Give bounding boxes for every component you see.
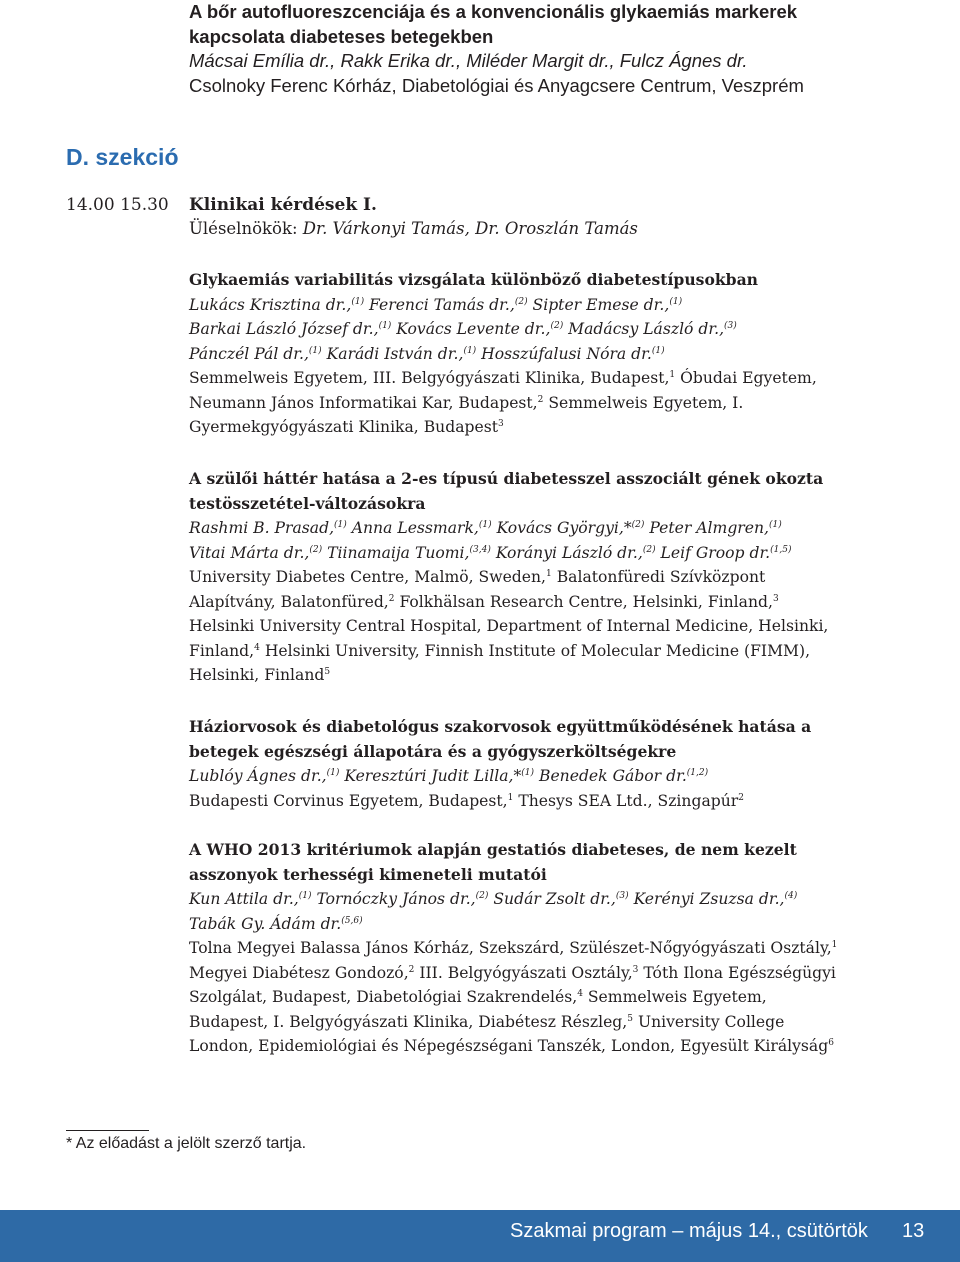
- talk-affiliation-line-text: Budapesti Corvinus Egyetem, Budapest,: [189, 791, 508, 810]
- talk-affiliation-line-text: Folkhälsan Research Centre, Helsinki, Finland,: [394, 592, 773, 611]
- talk-affiliation-line-superscript: 1: [546, 568, 552, 579]
- intro-title-line-1: A bőr autofluoreszcenciája és a konvencionális glykaemiás markerek: [189, 1, 798, 22]
- talk-affiliation-line-text: Finland,: [189, 641, 255, 660]
- talk-authors-line-superscript: (3): [724, 320, 737, 331]
- talk-authors-line: [189, 342, 909, 367]
- talk-affiliation-line-superscript: 2: [738, 792, 744, 803]
- talk-affiliation-line-text: Óbudai Egyetem,: [675, 369, 817, 387]
- talk-authors-line-text: Ferenci Tamás dr.,: [364, 295, 515, 314]
- chairs-label: Üléselnökök:: [189, 219, 298, 238]
- talk-affiliation-line: [189, 1034, 909, 1059]
- talk-authors-line-text: Lukács Krisztina dr.,: [189, 295, 352, 314]
- talk-affiliation-line: [189, 789, 909, 814]
- footer-text: Szakmai program – május 14., csütörtök: [510, 1220, 868, 1242]
- page-number: 13: [902, 1220, 925, 1242]
- talk-affiliation-line-text: Thesys SEA Ltd., Szingapúr: [513, 791, 739, 810]
- talk-affiliation-line: [189, 936, 909, 961]
- talk-authors-line-text: Vitai Márta dr.,: [189, 543, 310, 562]
- talk-authors-line: [189, 912, 909, 937]
- talk-title-line: betegek egészségi állapotára és a gyógyszerköltségekre: [189, 741, 677, 761]
- talk-affiliation-line-superscript: 2: [408, 964, 415, 975]
- talk-affiliation-line-text: Balatonfüredi Szívközpont: [551, 568, 766, 586]
- talk-authors-line-text: Benedek Gábor dr.: [534, 767, 687, 785]
- talk-authors-line-text: Hosszúfalusi Nóra dr.: [476, 344, 652, 363]
- talk-title-line: A szülői háttér hatása a 2-es típusú diabetesszel asszociált gének okozta: [189, 469, 824, 488]
- talk-authors-line-text: Madácsy László dr.,: [563, 320, 725, 338]
- talk-authors-line-text: Keresztúri Judit Lilla,*: [339, 767, 522, 785]
- talk-affiliation-line: [189, 985, 909, 1010]
- talk-affiliation-line-text: Semmelweis Egyetem,: [582, 988, 767, 1006]
- talk-authors-line-text: Sudár Zsolt dr.,: [488, 890, 616, 908]
- talk-authors-line-text: Peter Almgren,: [644, 519, 769, 537]
- talk-affiliation-line: [189, 1010, 909, 1035]
- talk-affiliation-line-text: Semmelweis Egyetem, I.: [543, 393, 744, 412]
- talk-title-line: A WHO 2013 kritériumok alapján gestatiós diabeteses, de nem kezelt: [189, 840, 797, 859]
- talk-authors-line-text: Sipter Emese dr.,: [527, 295, 670, 314]
- talk-affiliation-line-superscript: 2: [388, 593, 395, 604]
- session-time: 14.00 15.30: [66, 195, 169, 215]
- talk-authors-line-text: Tornóczky János dr.,: [311, 890, 476, 908]
- talk-authors-line-superscript: (1): [769, 519, 782, 530]
- talk-affiliation-line-text: Gyermekgyógyászati Klinika, Budapest: [189, 418, 498, 436]
- talk-authors-line: [189, 317, 909, 342]
- talk-authors-line-superscript: (1): [308, 345, 322, 356]
- talk-authors-line-text: Kovács Levente dr.,: [391, 320, 551, 338]
- talk-affiliation-line-superscript: 3: [632, 964, 639, 975]
- talk-affiliation-line-superscript: 5: [627, 1013, 633, 1024]
- talk-title-line: testösszetétel-változásokra: [189, 493, 426, 513]
- talk-authors-line-superscript: (2): [514, 296, 528, 307]
- talk-authors-line-superscript: (1): [651, 345, 665, 356]
- intro-affiliation: Csolnoky Ferenc Kórház, Diabetológiai és Anyagcsere Centrum, Veszprém: [189, 74, 804, 96]
- page-footer: [0, 1210, 960, 1262]
- talk-authors-line-superscript: (1): [326, 767, 340, 778]
- talk-authors-line: [189, 764, 909, 789]
- chairs-names: Dr. Várkonyi Tamás, Dr. Oroszlán Tamás: [302, 219, 638, 238]
- talk-affiliation-line: [189, 366, 909, 391]
- talk-affiliation-line: [189, 663, 909, 688]
- talk-authors-line-text: Barkai László József dr.,: [189, 320, 379, 338]
- talk-1: [189, 268, 909, 440]
- talk-affiliation-line-text: Budapest, I. Belgyógyászati Klinika, Diabétesz Részleg,: [189, 1012, 628, 1031]
- talk-affiliation-line: [189, 639, 909, 664]
- talk-authors-line-superscript: (1): [669, 296, 683, 307]
- talk-authors-line-superscript: (2): [475, 890, 489, 901]
- talk-affiliation-line-superscript: 1: [507, 792, 514, 803]
- talk-authors-line-superscript: (1): [521, 767, 535, 778]
- talk-authors-line-text: Kerényi Zsuzsa dr.,: [628, 890, 785, 908]
- intro-authors: Mácsai Emília dr., Rakk Erika dr., Miléder Margit dr., Fulcz Ágnes dr.: [189, 50, 748, 71]
- talk-affiliation-line-text: Tóth Ilona Egészségügyi: [638, 963, 836, 982]
- talk-title-line: asszonyok terhességi kimeneteli mutatói: [189, 864, 547, 884]
- talk-authors-line-superscript: (4): [784, 890, 798, 901]
- talk-authors-line: [189, 541, 909, 566]
- talk-affiliation-line: [189, 415, 909, 440]
- talk-authors-line-text: Korányi László dr.,: [490, 543, 643, 562]
- talk-authors-line-text: Leif Groop dr.: [655, 543, 771, 562]
- talk-affiliation-line-text: Helsinki University Central Hospital, Department of Internal Medicine, Helsinki,: [189, 617, 829, 635]
- talk-affiliation-line-superscript: 6: [828, 1037, 834, 1048]
- talk-authors-line-superscript: (2): [550, 320, 564, 331]
- talk-affiliation-line: [189, 614, 909, 639]
- talk-authors-line-superscript: (1): [378, 320, 392, 331]
- talk-affiliation-line: [189, 565, 909, 590]
- talk-affiliation-line-text: Alapítvány, Balatonfüred,: [189, 592, 389, 611]
- talk-title-line: Háziorvosok és diabetológus szakorvosok együttműködésének hatása a: [189, 717, 812, 736]
- talk-authors-line-superscript: (1,5): [770, 544, 792, 555]
- talk-affiliation-line-superscript: 5: [324, 666, 331, 677]
- talk-authors-line: [189, 516, 909, 541]
- talk-affiliation-line-text: III. Belgyógyászati Osztály,: [414, 963, 633, 982]
- talk-authors-line-superscript: (2): [642, 544, 656, 555]
- talk-4: [189, 838, 909, 1059]
- talk-affiliation-line: [189, 391, 909, 416]
- talk-authors-line-text: Anna Lessmark,: [346, 519, 479, 537]
- talk-affiliation-line-text: University Diabetes Centre, Malmö, Sweden,: [189, 568, 547, 586]
- talk-affiliation-line: [189, 961, 909, 986]
- footnote-rule: [66, 1130, 149, 1131]
- session-title: Klinikai kérdések I.: [189, 195, 377, 215]
- talk-affiliation-line-text: Megyei Diabétesz Gondozó,: [189, 963, 409, 982]
- talk-authors-line-text: Kovács Györgyi,*: [491, 519, 632, 537]
- talk-authors-line-superscript: (2): [309, 544, 323, 555]
- talk-authors-line-superscript: (2): [631, 519, 645, 530]
- talk-authors-line-text: Karádi István dr.,: [321, 344, 464, 363]
- talk-authors-line-superscript: (1): [298, 890, 312, 901]
- talk-authors-line-text: Tiinamaija Tuomi,: [322, 543, 470, 562]
- talk-authors-line-superscript: (3): [615, 890, 629, 901]
- talk-affiliation-line-superscript: 4: [254, 642, 260, 653]
- talk-authors-line-text: Kun Attila dr.,: [189, 890, 299, 908]
- intro-abstract: [189, 0, 929, 98]
- section-heading: D. szekció: [66, 144, 179, 170]
- talk-affiliation-line: [189, 590, 909, 615]
- session-chairs: [189, 219, 638, 238]
- talk-authors-line-superscript: (3,4): [469, 544, 491, 555]
- talk-affiliation-line-superscript: 1: [831, 939, 838, 950]
- talk-authors-line: [189, 887, 909, 912]
- talk-authors-line-superscript: (1): [478, 519, 492, 530]
- talk-2: [189, 467, 909, 688]
- footnote: * Az előadást a jelölt szerző tartja.: [66, 1135, 307, 1152]
- talk-authors-line-text: Lublóy Ágnes dr.,: [189, 767, 327, 785]
- talk-3: [189, 715, 909, 813]
- talk-authors-line-text: Tabák Gy. Ádám dr.: [189, 914, 342, 933]
- intro-title-line-2: kapcsolata diabeteses betegekben: [189, 25, 494, 47]
- talk-authors-line: [189, 293, 909, 318]
- talk-affiliation-line-text: Tolna Megyei Balassa János Kórház, Szekszárd, Szülészet-Nőgyógyászati Osztály,: [189, 939, 832, 957]
- talk-authors-line-superscript: (1): [463, 345, 477, 356]
- talk-affiliation-line-text: Semmelweis Egyetem, III. Belgyógyászati Klinika, Budapest,: [189, 369, 670, 387]
- talk-title-line: Glykaemiás variabilitás vizsgálata különböző diabetestípusokban: [189, 270, 759, 289]
- talk-affiliation-line-text: Helsinki, Finland: [189, 666, 325, 684]
- talk-authors-line-text: Pánczél Pál dr.,: [189, 344, 309, 363]
- talk-affiliation-line-text: Neumann János Informatikai Kar, Budapest,: [189, 393, 538, 412]
- talk-affiliation-line-superscript: 2: [537, 394, 544, 405]
- talk-authors-line-superscript: (1): [334, 519, 347, 530]
- talk-affiliation-line-superscript: 4: [577, 988, 583, 999]
- talk-affiliation-line-text: Szolgálat, Budapest, Diabetológiai Szakrendelés,: [189, 988, 578, 1006]
- talk-affiliation-line-superscript: 1: [669, 369, 676, 380]
- talk-affiliation-line-text: University College: [632, 1012, 785, 1031]
- talk-authors-line-text: Rashmi B. Prasad,: [189, 519, 335, 537]
- talk-authors-line-superscript: (1,2): [686, 767, 709, 778]
- talk-affiliation-line-superscript: 3: [772, 593, 779, 604]
- talk-authors-line-superscript: (1): [351, 296, 365, 307]
- talk-authors-line-superscript: (5,6): [341, 915, 363, 926]
- talk-affiliation-line-text: London, Epidemiológiai és Népegészségani Tanszék, London, Egyesült Királyság: [189, 1037, 829, 1055]
- talk-affiliation-line-superscript: 3: [497, 418, 504, 429]
- talk-affiliation-line-text: Helsinki University, Finnish Institute of Molecular Medicine (FIMM),: [259, 641, 811, 660]
